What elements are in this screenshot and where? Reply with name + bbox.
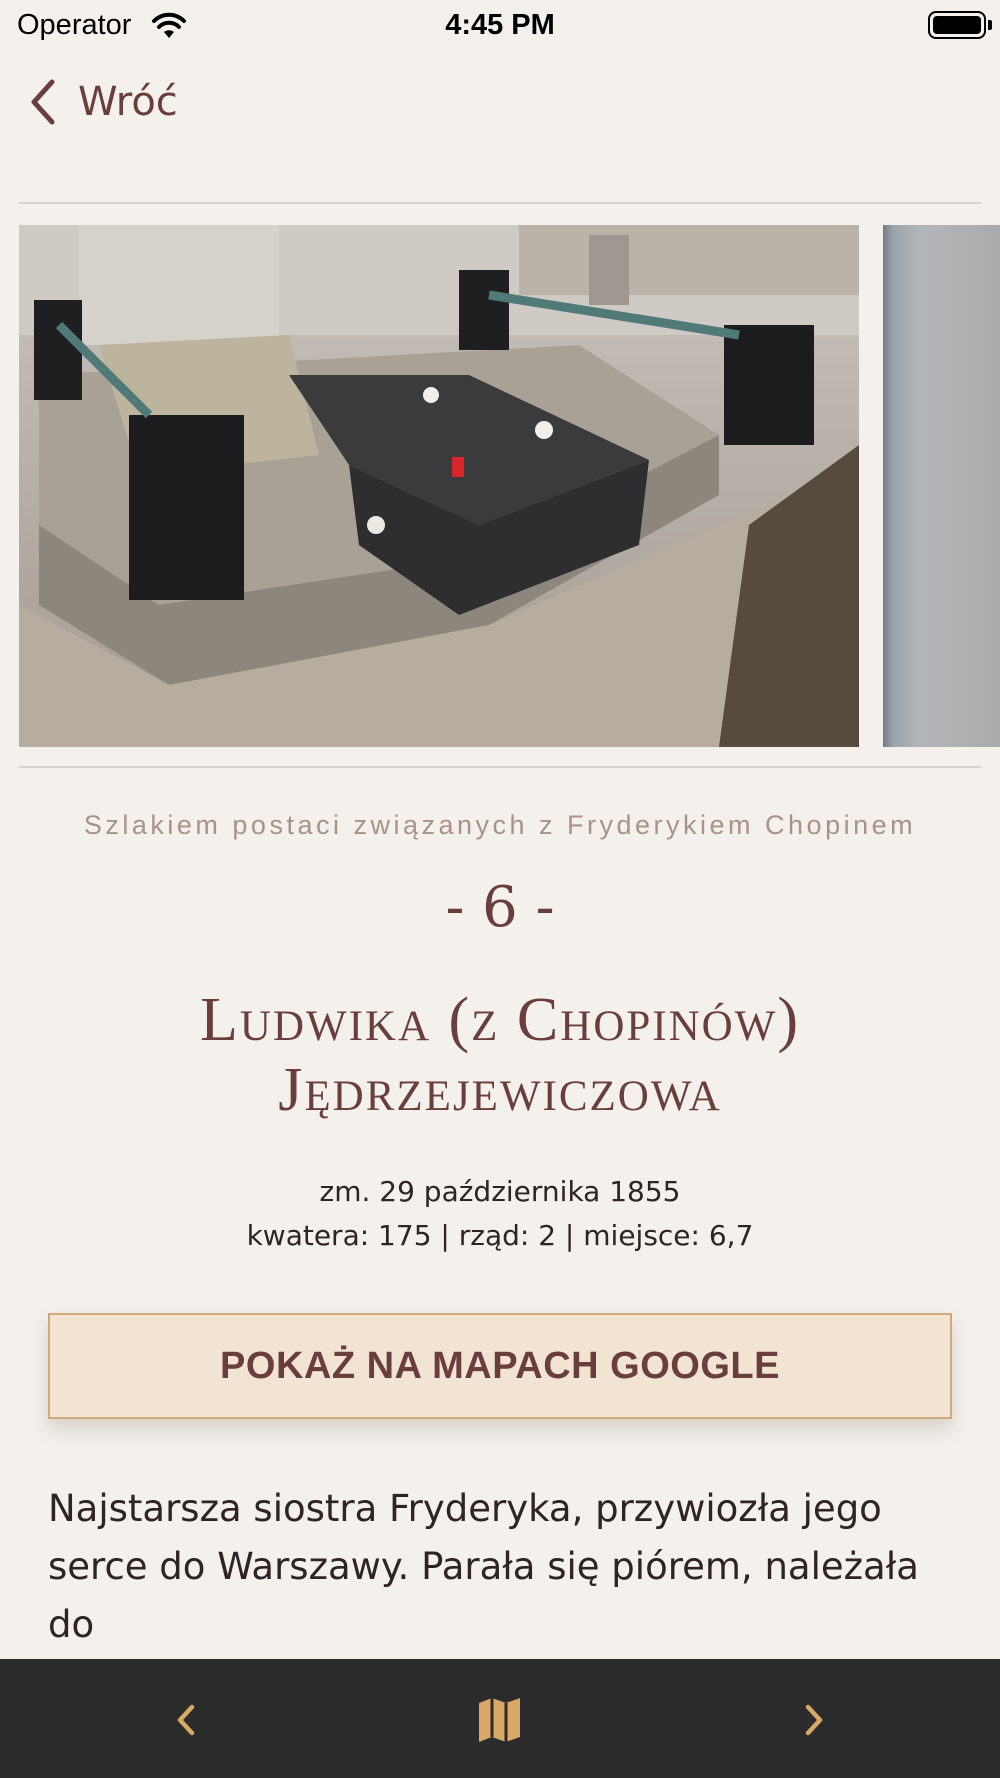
clock: 4:45 PM [445,9,555,41]
person-name [40,985,960,1125]
photo-gallery[interactable] [19,225,1000,747]
route-subtitle: Szlakiem postaci związanych z Fryderykiem Chopinem [83,810,917,840]
divider-bottom [19,766,981,768]
map-button[interactable] [470,1693,530,1747]
route-stop-number: - 6 - [445,875,555,940]
grave-photo-illustration [19,225,859,747]
back-label: Wróć [78,79,178,125]
show-on-google-maps-button[interactable]: POKAŻ NA MAPACH GOOGLE [48,1313,952,1419]
person-name-line1: Ludwika (z Chopinów) [200,986,800,1054]
grave-location: kwatera: 175 | rząd: 2 | miejsce: 6,7 [246,1219,754,1252]
chevron-left-icon [158,1693,218,1747]
chevron-left-icon [28,78,58,126]
previous-button[interactable] [158,1693,218,1747]
status-bar [0,0,1000,50]
next-photo-preview[interactable] [883,225,1000,747]
person-name-line2: Jędrzejewiczowa [278,1056,722,1124]
bottom-toolbar [0,1659,1000,1778]
battery-tip [988,20,992,30]
death-date: zm. 29 października 1855 [319,1175,681,1208]
carrier-label: Operator [17,9,132,41]
back-button[interactable] [28,74,178,130]
next-button[interactable] [782,1693,842,1747]
grave-photo[interactable] [19,225,859,747]
chevron-right-icon [782,1693,842,1747]
grave-details [0,1170,1000,1258]
description-line-1: Najstarsza siostra Fryderyka, przywiozła jego [48,1487,882,1530]
description-line-2: serce do Warszawy. Parała się piórem, należała do [48,1545,919,1646]
map-icon [470,1693,530,1747]
divider-top [19,202,981,204]
battery-icon [928,11,986,39]
